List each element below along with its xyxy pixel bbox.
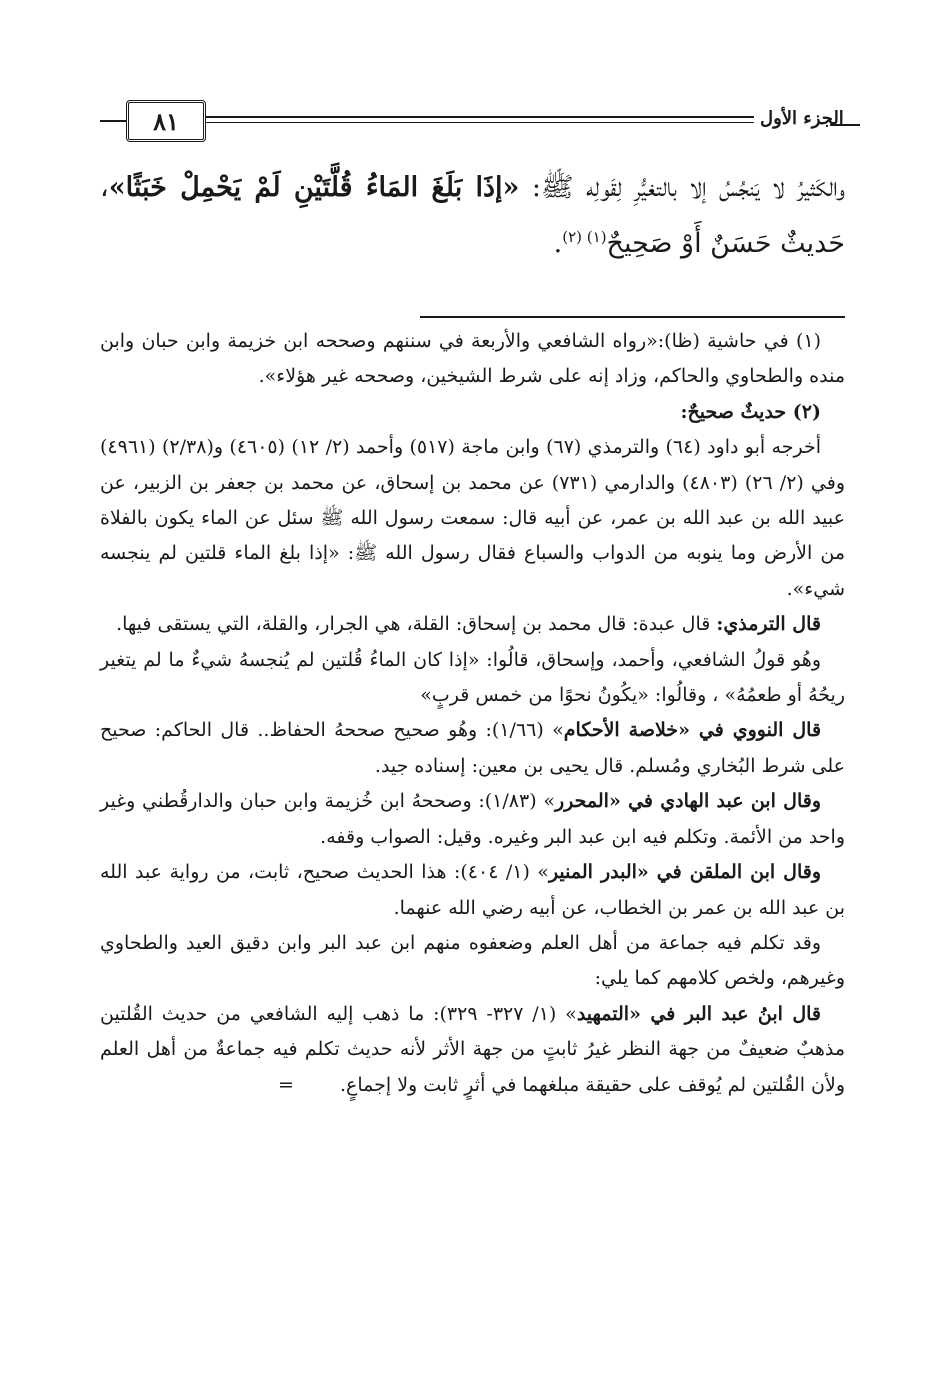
footnote-2-ibn-abdulhadi bbox=[100, 784, 845, 855]
footnote-2-ibn-abdulbarr bbox=[100, 997, 845, 1103]
nawawi-text: » (١/٦٦): وهُو صحيح صححهُ الحفاظ.. قال الحاكم: صحيح على شرط البُخاري ومُسلم. قال يحيى بن معين: إسناده جيد. bbox=[100, 719, 845, 777]
running-title: الجزء الأول bbox=[760, 108, 844, 129]
header-rule-right bbox=[830, 124, 860, 126]
ibnmulaqqin-book: البدر المنير bbox=[548, 861, 637, 884]
footnote-2-heading-line bbox=[100, 395, 845, 430]
footnote-2-criticism: وقد تكلم فيه جماعة من أهل العلم وضعفوه منهم ابن عبد البر وابن دقيق العيد والطحاوي وغيرهم، ولخص كلامهم كما يلي: bbox=[100, 931, 845, 990]
continuation-mark: = bbox=[278, 1073, 294, 1096]
ibnabdulbarr-book: التمهيد bbox=[576, 1002, 630, 1025]
nawawi-book: خلاصة الأحكام bbox=[563, 719, 679, 742]
footnote-2-nawawi bbox=[100, 713, 845, 784]
tirmidhi-text: قال عبدة: قال محمد بن إسحاق: القلة، هي الجرار، والقلة، التي يستقى فيها. bbox=[116, 613, 717, 636]
ibnabdulhadi-text: » (١/٨٣): وصححهُ ابن خُزيمة وابن حبان والدارقُطني وغير واحد من الأئمة. وتكلم فيه ابن عبد البر وغيره. وقيل: الصواب وقفه. bbox=[100, 790, 845, 848]
tirmidhi-lead: قال الترمذي: bbox=[716, 613, 821, 636]
header-rule bbox=[206, 116, 754, 123]
footnote-1-marker: (١) bbox=[795, 330, 821, 352]
footnote-2-shafii: وهُو قولُ الشافعي، وأحمد، وإسحاق، قالُوا: «إذا كان الماءُ قُلتين لم يُنجسهُ شيءٌ ما لم يتغير ريحُهُ أو طعمُهُ» ، وقالُوا: «يكُونُ نحوًا من خمس قربٍ» bbox=[100, 648, 845, 707]
main-intro: والكَثيرُ لا يَنجُسُ إلا بالتغيُّرِ لِقَولِه ﷺ: bbox=[519, 172, 845, 203]
end-mark: . bbox=[553, 228, 563, 259]
main-text bbox=[100, 160, 845, 272]
ibnmulaqqin-lead: وقال ابن الملقن في « bbox=[636, 861, 822, 884]
ibnabdulhadi-book: المحرر bbox=[554, 790, 609, 813]
page-number: ٨١ bbox=[126, 100, 206, 142]
footnote-1-text: في حاشية (ظا):«رواه الشافعي والأربعة في سننهم وصححه ابن خزيمة وابن حبان وابن منده والطحاوي والحاكم، وزاد إنه على شرط الشيخين، وصححه غير هؤلاء». bbox=[100, 330, 845, 388]
ibnabdulbarr-lead: قال ابنُ عبد البر في « bbox=[629, 1002, 821, 1025]
footnote-2-ibn-mulaqqin bbox=[100, 855, 845, 926]
footnote-1 bbox=[100, 324, 845, 395]
hadith-quote: «إذَا بَلَغَ المَاءُ قُلَّتَيْنِ لَمْ يَحْمِلْ خَبَثًا» bbox=[108, 172, 520, 203]
ibnabdulbarr-text: » (١/ ٣٢٧- ٣٢٩): ما ذهب إليه الشافعي من حديث القُلتين مذهبٌ ضعيفٌ من جهة النظر غيرُ ثابتٍ من جهة الأثر لأنه حديث تكلم فيه جماعةٌ من أهل العلم ولأن القُلتين لم يُوقف على حقيقة مبلغهما في أثرٍ ثابت ولا إجماعٍ. bbox=[100, 1002, 845, 1096]
footnote-2-takhrij: أخرجه أبو داود (٦٤) والترمذي (٦٧) وابن ماجة (٥١٧) وأحمد (٢/ ١٢) (٤٦٠٥) و(٢/٣٨) (٤٩٦١) وفي (٢/ ٢٦) (٤٨٠٣) والدارمي (٧٣١) عن محمد بن إسحاق، عن محمد بن جعفر بن الزبير، عن عبيد الله بن عبد الله بن عمر، عن أبيه قال: سمعت رسول الله ﷺ سئل عن الماء يكون بالفلاة من الأرض وما ينوبه من الدواب والسباع فقال رسول الله ﷺ: «إذا بلغ الماء قلتين لم ينجسه شيء». bbox=[100, 436, 846, 600]
nawawi-lead: قال النووي في « bbox=[678, 719, 822, 742]
hadith-grading: ، حَديثٌ حَسَنٌ أَوْ صَحِيحٌ bbox=[100, 172, 845, 259]
footnote-2-heading: حديثٌ صحيحٌ: bbox=[680, 400, 787, 423]
footnotes bbox=[100, 324, 845, 1103]
footnote-separator bbox=[420, 316, 845, 318]
footnote-2-marker: (٢) bbox=[792, 400, 821, 423]
page-header bbox=[100, 96, 860, 150]
header-rule-left bbox=[100, 120, 126, 122]
ibnabdulhadi-lead: وقال ابن عبد الهادي في « bbox=[608, 790, 822, 813]
footnote-2-tirmidhi bbox=[100, 607, 845, 642]
footnote-refs: (١) (٢) bbox=[562, 228, 607, 246]
ibnmulaqqin-text: » (١/ ٤٠٤): هذا الحديث صحيح، ثابت، من رواية عبد الله بن عبد الله بن عمر بن الخطاب، عن أبيه رضي الله عنهما. bbox=[100, 861, 845, 919]
